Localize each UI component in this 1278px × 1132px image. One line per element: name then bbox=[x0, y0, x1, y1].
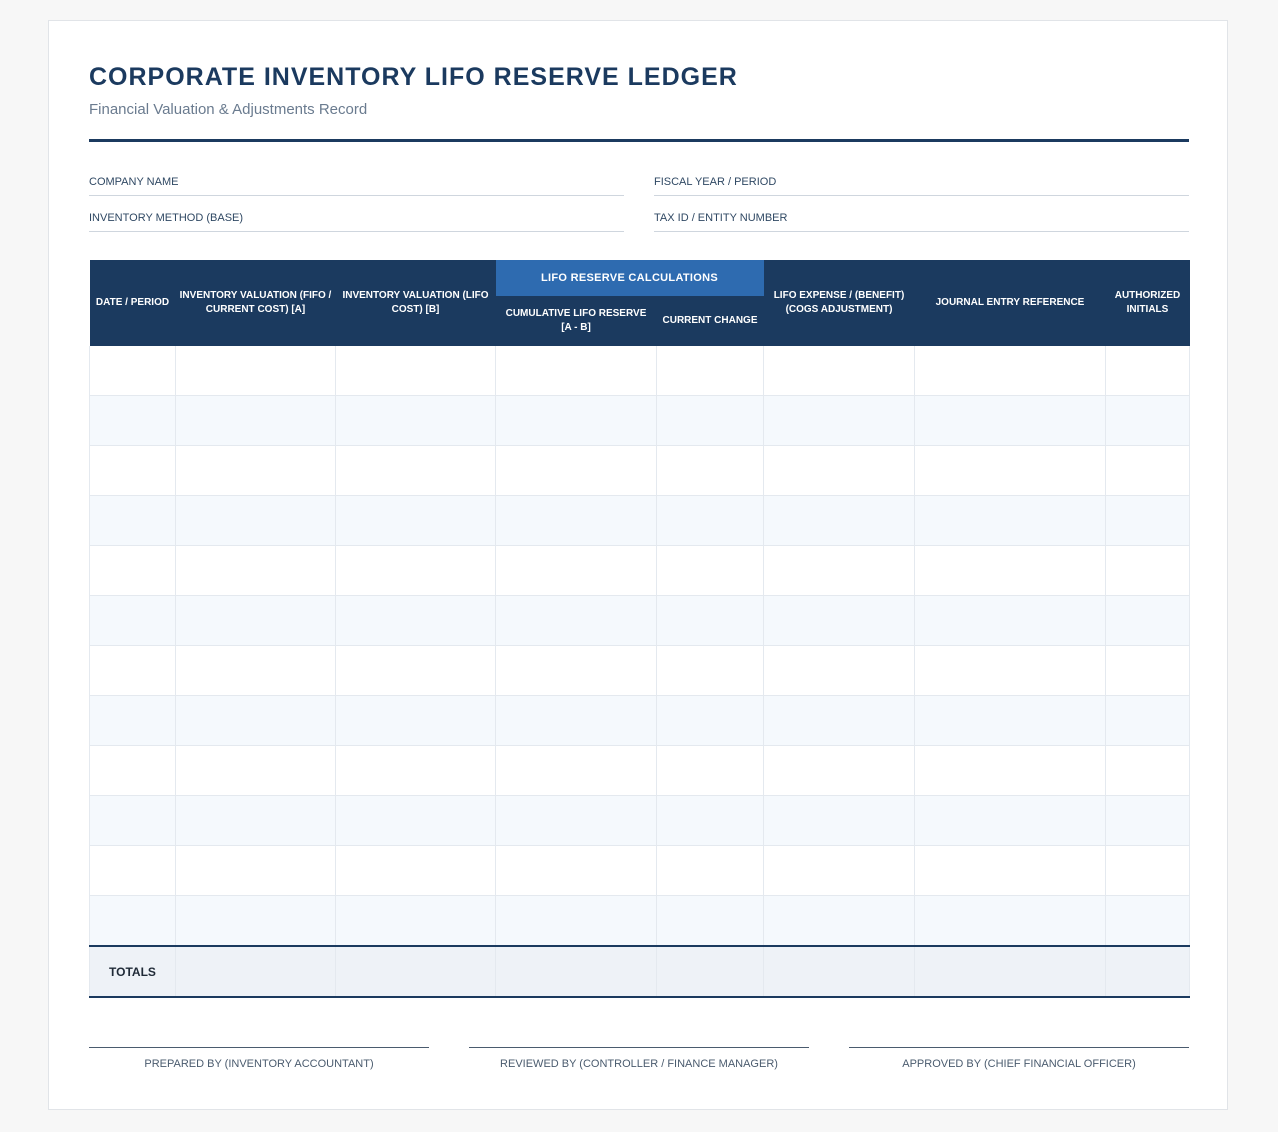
table-cell[interactable] bbox=[657, 846, 764, 896]
table-cell[interactable] bbox=[657, 346, 764, 396]
table-cell[interactable] bbox=[496, 346, 657, 396]
page-title: CORPORATE INVENTORY LIFO RESERVE LEDGER bbox=[89, 63, 738, 91]
table-cell[interactable] bbox=[176, 446, 336, 496]
table-cell[interactable] bbox=[764, 396, 915, 446]
table-cell[interactable] bbox=[176, 396, 336, 446]
table-cell[interactable] bbox=[176, 546, 336, 596]
table-cell[interactable] bbox=[336, 496, 496, 546]
table-cell[interactable] bbox=[657, 746, 764, 796]
table-cell[interactable] bbox=[90, 396, 176, 446]
table-cell[interactable] bbox=[336, 746, 496, 796]
table-cell[interactable] bbox=[336, 696, 496, 746]
table-cell[interactable] bbox=[915, 596, 1106, 646]
col-header-lifo: INVENTORY VALUATION (LIFO COST) [B] bbox=[336, 260, 496, 346]
table-cell[interactable] bbox=[1106, 346, 1190, 396]
table-cell[interactable] bbox=[657, 446, 764, 496]
signature-prepared-by[interactable]: PREPARED BY (INVENTORY ACCOUNTANT) bbox=[89, 1047, 429, 1070]
totals-cell[interactable] bbox=[336, 946, 496, 997]
table-cell[interactable] bbox=[496, 896, 657, 947]
table-cell[interactable] bbox=[657, 496, 764, 546]
table-row bbox=[90, 696, 1190, 746]
table-row bbox=[90, 746, 1190, 796]
table-cell[interactable] bbox=[657, 796, 764, 846]
table-cell[interactable] bbox=[176, 796, 336, 846]
table-cell[interactable] bbox=[657, 596, 764, 646]
table-cell[interactable] bbox=[915, 396, 1106, 446]
totals-cell[interactable] bbox=[1106, 946, 1190, 997]
table-cell[interactable] bbox=[176, 596, 336, 646]
table-cell[interactable] bbox=[764, 646, 915, 696]
company-name-field[interactable]: COMPANY NAME bbox=[89, 173, 624, 196]
table-cell[interactable] bbox=[176, 746, 336, 796]
totals-label: TOTALS bbox=[90, 946, 176, 997]
table-cell[interactable] bbox=[496, 546, 657, 596]
table-cell[interactable] bbox=[90, 346, 176, 396]
table-cell[interactable] bbox=[764, 446, 915, 496]
table-cell[interactable] bbox=[764, 896, 915, 947]
table-cell[interactable] bbox=[1106, 596, 1190, 646]
table-cell[interactable] bbox=[1106, 896, 1190, 947]
ledger-table bbox=[89, 260, 1190, 998]
table-cell[interactable] bbox=[764, 746, 915, 796]
table-cell[interactable] bbox=[915, 346, 1106, 396]
table-cell[interactable] bbox=[90, 446, 176, 496]
table-cell[interactable] bbox=[496, 446, 657, 496]
fiscal-year-field[interactable]: FISCAL YEAR / PERIOD bbox=[654, 173, 1189, 196]
table-row bbox=[90, 496, 1190, 546]
table-cell[interactable] bbox=[496, 496, 657, 546]
table-row bbox=[90, 446, 1190, 496]
table-cell[interactable] bbox=[1106, 846, 1190, 896]
table-cell[interactable] bbox=[496, 796, 657, 846]
table-cell[interactable] bbox=[176, 346, 336, 396]
col-header-fifo: INVENTORY VALUATION (FIFO / CURRENT COST) [A] bbox=[176, 260, 336, 346]
totals-row bbox=[90, 946, 1190, 997]
table-cell[interactable] bbox=[915, 546, 1106, 596]
table-cell[interactable] bbox=[90, 496, 176, 546]
table-cell[interactable] bbox=[496, 746, 657, 796]
totals-cell[interactable] bbox=[496, 946, 657, 997]
table-cell[interactable] bbox=[90, 746, 176, 796]
table-cell[interactable] bbox=[176, 496, 336, 546]
table-cell[interactable] bbox=[657, 396, 764, 446]
ledger-page bbox=[48, 20, 1228, 1110]
table-cell[interactable] bbox=[90, 846, 176, 896]
table-cell[interactable] bbox=[176, 846, 336, 896]
table-cell[interactable] bbox=[657, 646, 764, 696]
table-cell[interactable] bbox=[915, 796, 1106, 846]
table-cell[interactable] bbox=[1106, 496, 1190, 546]
table-cell[interactable] bbox=[915, 646, 1106, 696]
table-cell[interactable] bbox=[176, 696, 336, 746]
table-cell[interactable] bbox=[1106, 796, 1190, 846]
table-cell[interactable] bbox=[90, 646, 176, 696]
table-row bbox=[90, 896, 1190, 947]
table-cell[interactable] bbox=[1106, 646, 1190, 696]
col-header-journal: JOURNAL ENTRY REFERENCE bbox=[915, 260, 1106, 346]
table-cell[interactable] bbox=[915, 846, 1106, 896]
table-row bbox=[90, 396, 1190, 446]
table-cell[interactable] bbox=[915, 696, 1106, 746]
table-cell[interactable] bbox=[496, 696, 657, 746]
table-cell[interactable] bbox=[336, 846, 496, 896]
table-cell[interactable] bbox=[90, 596, 176, 646]
table-cell[interactable] bbox=[915, 496, 1106, 546]
table-cell[interactable] bbox=[657, 696, 764, 746]
tax-id-field[interactable]: TAX ID / ENTITY NUMBER bbox=[654, 209, 1189, 232]
table-cell[interactable] bbox=[336, 896, 496, 947]
table-row bbox=[90, 646, 1190, 696]
totals-cell[interactable] bbox=[176, 946, 336, 997]
table-cell[interactable] bbox=[764, 496, 915, 546]
table-cell[interactable] bbox=[90, 796, 176, 846]
table-cell[interactable] bbox=[336, 646, 496, 696]
table-cell[interactable] bbox=[764, 796, 915, 846]
totals-cell[interactable] bbox=[915, 946, 1106, 997]
page-subtitle: Financial Valuation & Adjustments Record bbox=[89, 101, 368, 118]
table-cell[interactable] bbox=[336, 346, 496, 396]
signature-reviewed-by[interactable]: REVIEWED BY (CONTROLLER / FINANCE MANAGER) bbox=[469, 1047, 809, 1070]
table-cell[interactable] bbox=[1106, 396, 1190, 446]
inventory-method-field[interactable]: INVENTORY METHOD (BASE) bbox=[89, 209, 624, 232]
col-header-current-change: CURRENT CHANGE bbox=[657, 296, 764, 346]
table-cell[interactable] bbox=[496, 646, 657, 696]
signature-approved-by[interactable]: APPROVED BY (CHIEF FINANCIAL OFFICER) bbox=[849, 1047, 1189, 1070]
table-cell[interactable] bbox=[90, 546, 176, 596]
table-cell[interactable] bbox=[176, 896, 336, 947]
table-cell[interactable] bbox=[176, 646, 336, 696]
col-header-date: DATE / PERIOD bbox=[90, 260, 176, 346]
table-row bbox=[90, 546, 1190, 596]
table-cell[interactable] bbox=[915, 746, 1106, 796]
table-cell[interactable] bbox=[90, 896, 176, 947]
table-cell[interactable] bbox=[496, 396, 657, 446]
table-cell[interactable] bbox=[657, 546, 764, 596]
table-cell[interactable] bbox=[657, 896, 764, 947]
table-cell[interactable] bbox=[915, 446, 1106, 496]
table-cell[interactable] bbox=[336, 546, 496, 596]
table-cell[interactable] bbox=[336, 596, 496, 646]
ledger-rows bbox=[90, 346, 1190, 946]
table-cell[interactable] bbox=[764, 596, 915, 646]
table-row bbox=[90, 796, 1190, 846]
col-header-expense: LIFO EXPENSE / (BENEFIT) (COGS ADJUSTMENT) bbox=[764, 260, 915, 346]
table-cell[interactable] bbox=[915, 896, 1106, 947]
table-row bbox=[90, 346, 1190, 396]
table-cell[interactable] bbox=[764, 696, 915, 746]
table-cell[interactable] bbox=[1106, 446, 1190, 496]
table-cell[interactable] bbox=[496, 846, 657, 896]
table-cell[interactable] bbox=[764, 846, 915, 896]
table-cell[interactable] bbox=[90, 696, 176, 746]
table-cell[interactable] bbox=[1106, 696, 1190, 746]
table-cell[interactable] bbox=[496, 596, 657, 646]
totals-cell[interactable] bbox=[657, 946, 764, 997]
table-cell[interactable] bbox=[1106, 546, 1190, 596]
table-cell[interactable] bbox=[336, 796, 496, 846]
table-row bbox=[90, 596, 1190, 646]
col-group-lifo-reserve: LIFO RESERVE CALCULATIONS bbox=[496, 260, 764, 296]
table-cell[interactable] bbox=[764, 346, 915, 396]
col-header-cumulative: CUMULATIVE LIFO RESERVE [A - B] bbox=[496, 296, 657, 346]
table-cell[interactable] bbox=[1106, 746, 1190, 796]
table-cell[interactable] bbox=[764, 546, 915, 596]
col-header-initials: AUTHORIZED INITIALS bbox=[1106, 260, 1190, 346]
totals-cell[interactable] bbox=[764, 946, 915, 997]
table-row bbox=[90, 846, 1190, 896]
table-cell[interactable] bbox=[336, 446, 496, 496]
header-divider bbox=[89, 139, 1189, 142]
table-cell[interactable] bbox=[336, 396, 496, 446]
